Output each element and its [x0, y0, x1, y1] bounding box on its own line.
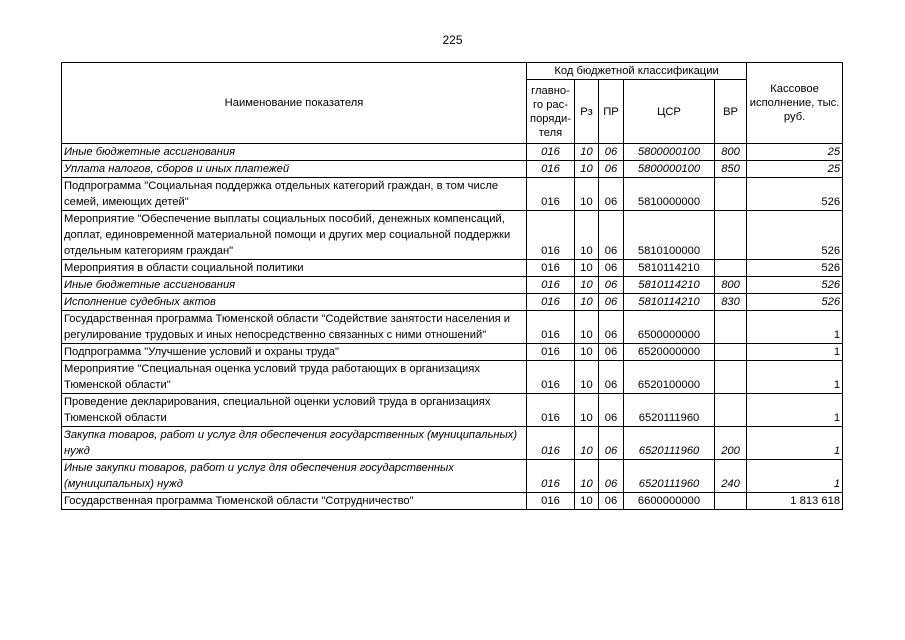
cell-pr: 06	[599, 144, 624, 161]
cell-csr: 5810114210	[624, 294, 715, 311]
cell-glava: 016	[527, 493, 575, 510]
cell-csr: 5810114210	[624, 260, 715, 277]
cell-amount: 1	[747, 344, 843, 361]
cell-name: Мероприятие "Специальная оценка условий труда работающих в организациях Тюменской области"	[62, 361, 527, 394]
cell-rz: 10	[575, 161, 599, 178]
table-row	[62, 294, 843, 311]
cell-csr: 6520100000	[624, 361, 715, 394]
cell-name: Иные бюджетные ассигнования	[62, 144, 527, 161]
cell-name: Исполнение судебных актов	[62, 294, 527, 311]
cell-pr: 06	[599, 277, 624, 294]
cell-rz: 10	[575, 460, 599, 493]
cell-amount: 526	[747, 260, 843, 277]
cell-rz: 10	[575, 311, 599, 344]
cell-rz: 10	[575, 144, 599, 161]
cell-csr: 6520111960	[624, 394, 715, 427]
cell-csr: 6600000000	[624, 493, 715, 510]
cell-name: Закупка товаров, работ и услуг для обеспечения государственных (муниципальных) нужд	[62, 427, 527, 460]
cell-amount: 25	[747, 144, 843, 161]
cell-rz: 10	[575, 427, 599, 460]
table-body	[62, 144, 843, 510]
cell-amount: 1	[747, 311, 843, 344]
cell-vr: 800	[715, 277, 747, 294]
cell-csr: 6520111960	[624, 460, 715, 493]
cell-name: Государственная программа Тюменской области "Сотрудничество"	[62, 493, 527, 510]
cell-glava: 016	[527, 361, 575, 394]
header-rz: Рз	[575, 80, 599, 144]
cell-vr: 800	[715, 144, 747, 161]
cell-rz: 10	[575, 344, 599, 361]
cell-amount: 1	[747, 460, 843, 493]
cell-pr: 06	[599, 311, 624, 344]
cell-glava: 016	[527, 161, 575, 178]
cell-pr: 06	[599, 394, 624, 427]
table-row	[62, 260, 843, 277]
cell-glava: 016	[527, 178, 575, 211]
cell-rz: 10	[575, 294, 599, 311]
header-csr: ЦСР	[624, 80, 715, 144]
cell-vr: 200	[715, 427, 747, 460]
cell-pr: 06	[599, 294, 624, 311]
cell-vr	[715, 211, 747, 260]
cell-csr: 5810114210	[624, 277, 715, 294]
cell-rz: 10	[575, 260, 599, 277]
cell-amount: 1	[747, 427, 843, 460]
table-row	[62, 460, 843, 493]
cell-vr	[715, 361, 747, 394]
header-code-group: Код бюджетной классификации	[527, 63, 747, 80]
header-glava: главно-го рас-поряди-теля	[527, 80, 575, 144]
cell-name: Уплата налогов, сборов и иных платежей	[62, 161, 527, 178]
cell-pr: 06	[599, 178, 624, 211]
header-pr: ПР	[599, 80, 624, 144]
table-row	[62, 277, 843, 294]
cell-vr: 240	[715, 460, 747, 493]
cell-glava: 016	[527, 211, 575, 260]
cell-rz: 10	[575, 178, 599, 211]
cell-csr: 5800000100	[624, 144, 715, 161]
cell-amount: 1	[747, 361, 843, 394]
cell-rz: 10	[575, 394, 599, 427]
cell-rz: 10	[575, 493, 599, 510]
cell-name: Иные закупки товаров, работ и услуг для обеспечения государственных (муниципальных) нужд	[62, 460, 527, 493]
cell-pr: 06	[599, 344, 624, 361]
cell-rz: 10	[575, 277, 599, 294]
cell-pr: 06	[599, 493, 624, 510]
cell-glava: 016	[527, 277, 575, 294]
cell-glava: 016	[527, 344, 575, 361]
cell-glava: 016	[527, 311, 575, 344]
page-number: 225	[442, 33, 463, 47]
cell-csr: 6520111960	[624, 427, 715, 460]
table-row	[62, 211, 843, 260]
cell-vr	[715, 260, 747, 277]
cell-name: Государственная программа Тюменской области "Содействие занятости населения и регулирование трудовых и иных непосредственно связанных с ними отношений"	[62, 311, 527, 344]
cell-amount: 1	[747, 394, 843, 427]
table-row	[62, 144, 843, 161]
table-row	[62, 394, 843, 427]
cell-glava: 016	[527, 294, 575, 311]
cell-name: Подпрограмма "Социальная поддержка отдельных категорий граждан, в том числе семей, имеющих детей"	[62, 178, 527, 211]
cell-name: Подпрограмма "Улучшение условий и охраны труда"	[62, 344, 527, 361]
cell-amount: 526	[747, 277, 843, 294]
cell-glava: 016	[527, 144, 575, 161]
table-row	[62, 493, 843, 510]
cell-pr: 06	[599, 260, 624, 277]
cell-amount: 25	[747, 161, 843, 178]
cell-name: Мероприятие "Обеспечение выплаты социальных пособий, денежных компенсаций, доплат, единовременной материальной помощи и других мер социальной поддержки отдельным категориям граждан"	[62, 211, 527, 260]
cell-pr: 06	[599, 460, 624, 493]
cell-vr	[715, 344, 747, 361]
table-row	[62, 427, 843, 460]
cell-glava: 016	[527, 427, 575, 460]
cell-name: Мероприятия в области социальной политики	[62, 260, 527, 277]
cell-vr: 850	[715, 161, 747, 178]
cell-csr: 5810000000	[624, 178, 715, 211]
cell-csr: 6520000000	[624, 344, 715, 361]
cell-pr: 06	[599, 211, 624, 260]
header-vr: ВР	[715, 80, 747, 144]
cell-vr	[715, 394, 747, 427]
cell-pr: 06	[599, 361, 624, 394]
cell-amount: 526	[747, 178, 843, 211]
cell-vr: 830	[715, 294, 747, 311]
cell-rz: 10	[575, 361, 599, 394]
cell-vr	[715, 311, 747, 344]
cell-name: Иные бюджетные ассигнования	[62, 277, 527, 294]
cell-glava: 016	[527, 394, 575, 427]
cell-vr	[715, 493, 747, 510]
cell-amount: 526	[747, 211, 843, 260]
table-row	[62, 161, 843, 178]
cell-rz: 10	[575, 211, 599, 260]
cell-amount: 1 813 618	[747, 493, 843, 510]
cell-glava: 016	[527, 260, 575, 277]
header-name: Наименование показателя	[62, 63, 527, 144]
cell-vr	[715, 178, 747, 211]
table-row	[62, 344, 843, 361]
cell-csr: 5810100000	[624, 211, 715, 260]
table-row	[62, 311, 843, 344]
cell-amount: 526	[747, 294, 843, 311]
table-row	[62, 178, 843, 211]
budget-table	[61, 62, 843, 510]
cell-csr: 5800000100	[624, 161, 715, 178]
header-amount: Кассовое исполнение, тыс. руб.	[747, 63, 843, 144]
cell-pr: 06	[599, 427, 624, 460]
cell-csr: 6500000000	[624, 311, 715, 344]
cell-glava: 016	[527, 460, 575, 493]
table-row	[62, 361, 843, 394]
cell-pr: 06	[599, 161, 624, 178]
cell-name: Проведение декларирования, специальной оценки условий труда в организациях Тюменской области	[62, 394, 527, 427]
